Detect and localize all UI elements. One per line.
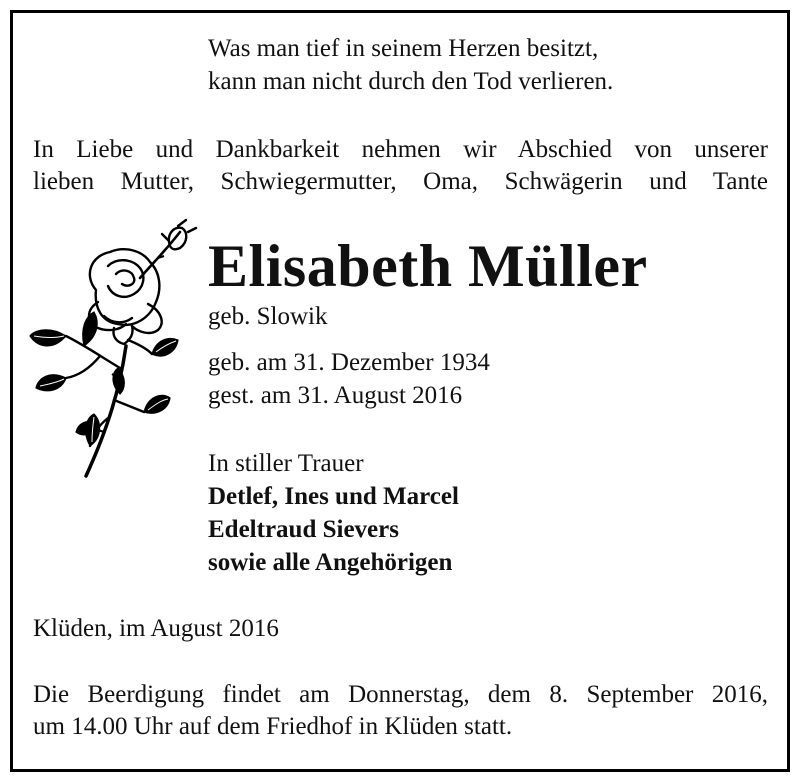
mourners-heading: In stiller Trauer xyxy=(208,450,364,477)
intro-line-1: In Liebe und Dankbarkeit nehmen wir Abschied von unserer xyxy=(33,136,768,163)
deceased-name: Elisabeth Müller xyxy=(208,233,648,299)
funeral-line-1: Die Beerdigung findet am Donnerstag, dem 8. September 2016, xyxy=(33,681,768,708)
motto-line-1: Was man tief in seinem Herzen besitzt, xyxy=(208,35,599,62)
mourner-name: Detlef, Ines und Marcel xyxy=(208,483,459,510)
place-date: Klüden, im August 2016 xyxy=(33,615,279,642)
mourner-name: Edeltraud Sievers xyxy=(208,516,399,543)
intro-line-2: lieben Mutter, Schwiegermutter, Oma, Schwägerin und Tante xyxy=(33,168,768,195)
rose-icon xyxy=(28,218,198,480)
mourner-name: sowie alle Angehörigen xyxy=(208,549,453,576)
motto-line-2: kann man nicht durch den Tod verlieren. xyxy=(208,68,614,95)
funeral-line-2: um 14.00 Uhr auf dem Friedhof in Klüden statt. xyxy=(33,713,513,740)
birth-date: geb. am 31. Dezember 1934 xyxy=(208,349,490,376)
death-date: gest. am 31. August 2016 xyxy=(208,382,463,409)
maiden-name: geb. Slowik xyxy=(208,303,328,330)
